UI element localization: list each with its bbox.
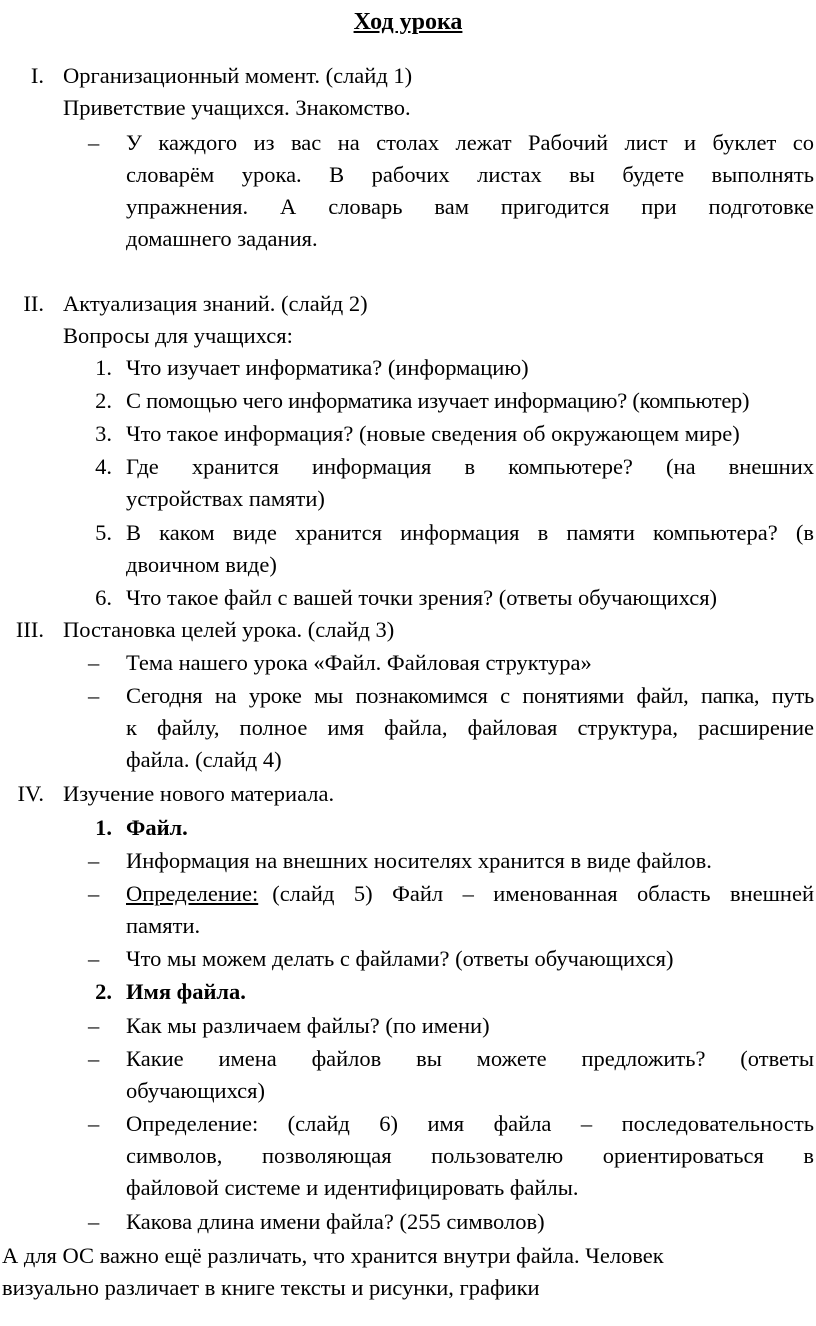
dash-bullet: –: [88, 130, 100, 155]
definition-text: памяти.: [126, 913, 201, 938]
section-1-heading: Организационный момент. (слайд 1): [63, 63, 413, 88]
subsection-title: Имя файла.: [126, 979, 246, 1004]
question-text: Что такое файл с вашей точки зрения? (ответы обучающихся): [126, 585, 718, 610]
question-number: 3.: [95, 421, 112, 446]
question-text: Что изучает информатика? (информацию): [126, 355, 529, 380]
question-number: 6.: [95, 585, 112, 610]
section-1-item-line: словарём урока. В рабочих листах вы будете выполнять: [126, 162, 814, 187]
body-paragraph-line: визуально различает в книге тексты и рисунки, графики: [2, 1275, 540, 1300]
section-4-item: файловой системе и идентифицировать файлы.: [126, 1175, 579, 1200]
subsection-number: 1.: [95, 815, 112, 840]
section-4-item: Информация на внешних носителях хранится в виде файлов.: [126, 848, 712, 873]
section-3-heading: Постановка целей урока. (слайд 3): [63, 617, 395, 642]
section-3-number: III.: [15, 617, 44, 642]
section-3-item: Тема нашего урока «Файл. Файловая структура»: [126, 650, 592, 675]
question-text: двоичном виде): [126, 552, 277, 577]
section-4-number: IV.: [17, 781, 44, 806]
dash-bullet: –: [88, 848, 100, 873]
section-4-item: Что мы можем делать с файлами? (ответы обучающихся): [126, 946, 674, 971]
section-3-item: Сегодня на уроке мы познакомимся с понятиями файл, папка, путь: [126, 683, 814, 708]
question-number: 5.: [95, 520, 112, 545]
section-4-item: Определение: (слайд 6) имя файла – последовательность: [126, 1111, 814, 1136]
section-3-item: к файлу, полное имя файла, файловая структура, расширение: [126, 715, 814, 740]
section-4-item: Какова длина имени файла? (255 символов): [126, 1209, 545, 1234]
section-1-item-line: домашнего задания.: [126, 226, 318, 251]
question-text: Что такое информация? (новые сведения об окружающем мире): [126, 421, 740, 446]
page-title: Ход урока: [353, 9, 463, 35]
dash-bullet: –: [88, 946, 100, 971]
dash-bullet: –: [88, 1111, 100, 1136]
section-4-item: Какие имена файлов вы можете предложить? (ответы: [126, 1046, 814, 1071]
dash-bullet: –: [88, 1209, 100, 1234]
question-number: 1.: [95, 355, 112, 380]
dash-bullet: –: [88, 683, 100, 708]
section-4-heading: Изучение нового материала.: [63, 781, 335, 806]
section-1-item-line: упражнения. А словарь вам пригодится при подготовке: [126, 194, 814, 219]
question-text: Где хранится информация в компьютере? (на внешних: [126, 454, 814, 479]
section-2-heading: Актуализация знаний. (слайд 2): [63, 291, 368, 316]
section-2-subtitle: Вопросы для учащихся:: [63, 323, 293, 348]
question-text: устройствах памяти): [126, 486, 325, 511]
subsection-title: Файл.: [126, 815, 188, 840]
section-1-number: I.: [30, 63, 44, 88]
dash-bullet: –: [88, 1046, 100, 1071]
section-4-item: обучающихся): [126, 1078, 265, 1103]
section-4-item: Как мы различаем файлы? (по имени): [126, 1013, 490, 1038]
dash-bullet: –: [88, 650, 100, 675]
section-4-item: символов, позволяющая пользователю ориентироваться в: [126, 1143, 814, 1168]
section-1-item-line: У каждого из вас на столах лежат Рабочий лист и буклет со: [126, 130, 814, 155]
body-paragraph-line: А для ОС важно ещё различать, что хранится внутри файла. Человек: [2, 1243, 664, 1268]
question-text: В каком виде хранится информация в памяти компьютера? (в: [126, 520, 814, 545]
question-number: 2.: [95, 388, 112, 413]
definition-line: [126, 878, 814, 910]
subsection-number: 2.: [95, 979, 112, 1004]
definition-text: (слайд 5) Файл – именованная область внешней: [272, 881, 814, 906]
dash-bullet: –: [88, 881, 100, 906]
section-1-subtitle: Приветствие учащихся. Знакомство.: [63, 95, 411, 120]
question-number: 4.: [95, 454, 112, 479]
section-2-number: II.: [23, 291, 44, 316]
section-3-item: файла. (слайд 4): [126, 747, 282, 772]
dash-bullet: –: [88, 1013, 100, 1038]
question-text: С помощью чего информатика изучает информацию? (компьютер): [126, 388, 750, 413]
definition-label: Определение:: [126, 881, 259, 906]
